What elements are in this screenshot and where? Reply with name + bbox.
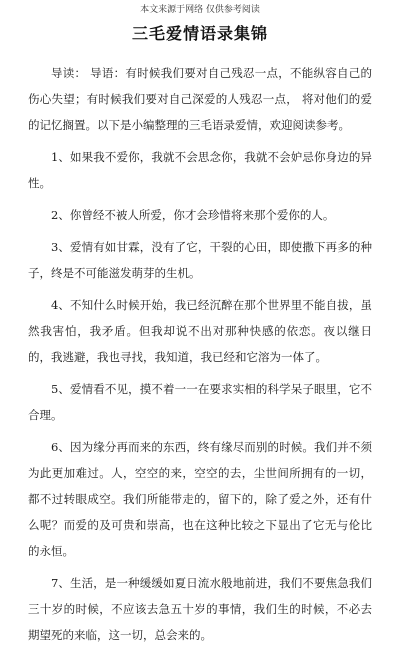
paragraph-quote-4: 4、不知什么时候开始，我已经沉醉在那个世界里不能自拔，虽然我害怕，我矛盾。但我却说不出对那种快感的依恋。夜以继日的，我逃避，我也寻找，我知道，我已经和它溶为一体了。 bbox=[28, 298, 372, 364]
paragraph-quote-6: 6、因为缘分再而来的东西，终有缘尽而别的时候。我们并不须为此更加难过。人，空空的来，空空的去，尘世间所拥有的一切，都不过转眼成空。我们所能带走的，留下的，除了爱之外，还有什么呢？而爱的及可贵和崇高，也在这种比较之下显出了它无与伦比的永恒。 bbox=[28, 440, 372, 558]
paragraph-quote-3: 3、爱情有如甘霖，没有了它，干裂的心田，即使撒下再多的种子，终是不可能滋发萌芽的生机。 bbox=[28, 240, 372, 280]
document-title: 三毛爱情语录集锦 bbox=[131, 24, 268, 43]
paragraph-quote-5: 5、爱情看不见，摸不着一一在要求实相的科学呆子眼里，它不合理。 bbox=[28, 382, 372, 422]
paragraph-quote-2: 2、你曾经不被人所爱，你才会珍惜将来那个爱你的人。 bbox=[51, 208, 335, 222]
document-body bbox=[28, 60, 372, 654]
paragraph-quote-7: 7、生活，是一种缓缓如夏日流水般地前进，我们不要焦急我们三十岁的时候，不应该去急五十岁的事情，我们生的时候，不必去期望死的来临，这一切，总会来的。 bbox=[28, 576, 372, 642]
paragraph-quote-1: 1、如果我不爱你，我就不会思念你，我就不会妒忌你身边的异性。 bbox=[28, 150, 372, 190]
source-note: 本文来源于网络 仅供参考阅读 bbox=[140, 5, 260, 15]
paragraph-intro: 导读： 导语：有时候我们要对自己残忍一点，不能纵容自己的伤心失望；有时候我们要对自己深爱的人残忍一点， 将对他们的爱的记忆搁置。以下是小编整理的三毛语录爱情，欢迎阅读参考。 bbox=[28, 66, 372, 132]
